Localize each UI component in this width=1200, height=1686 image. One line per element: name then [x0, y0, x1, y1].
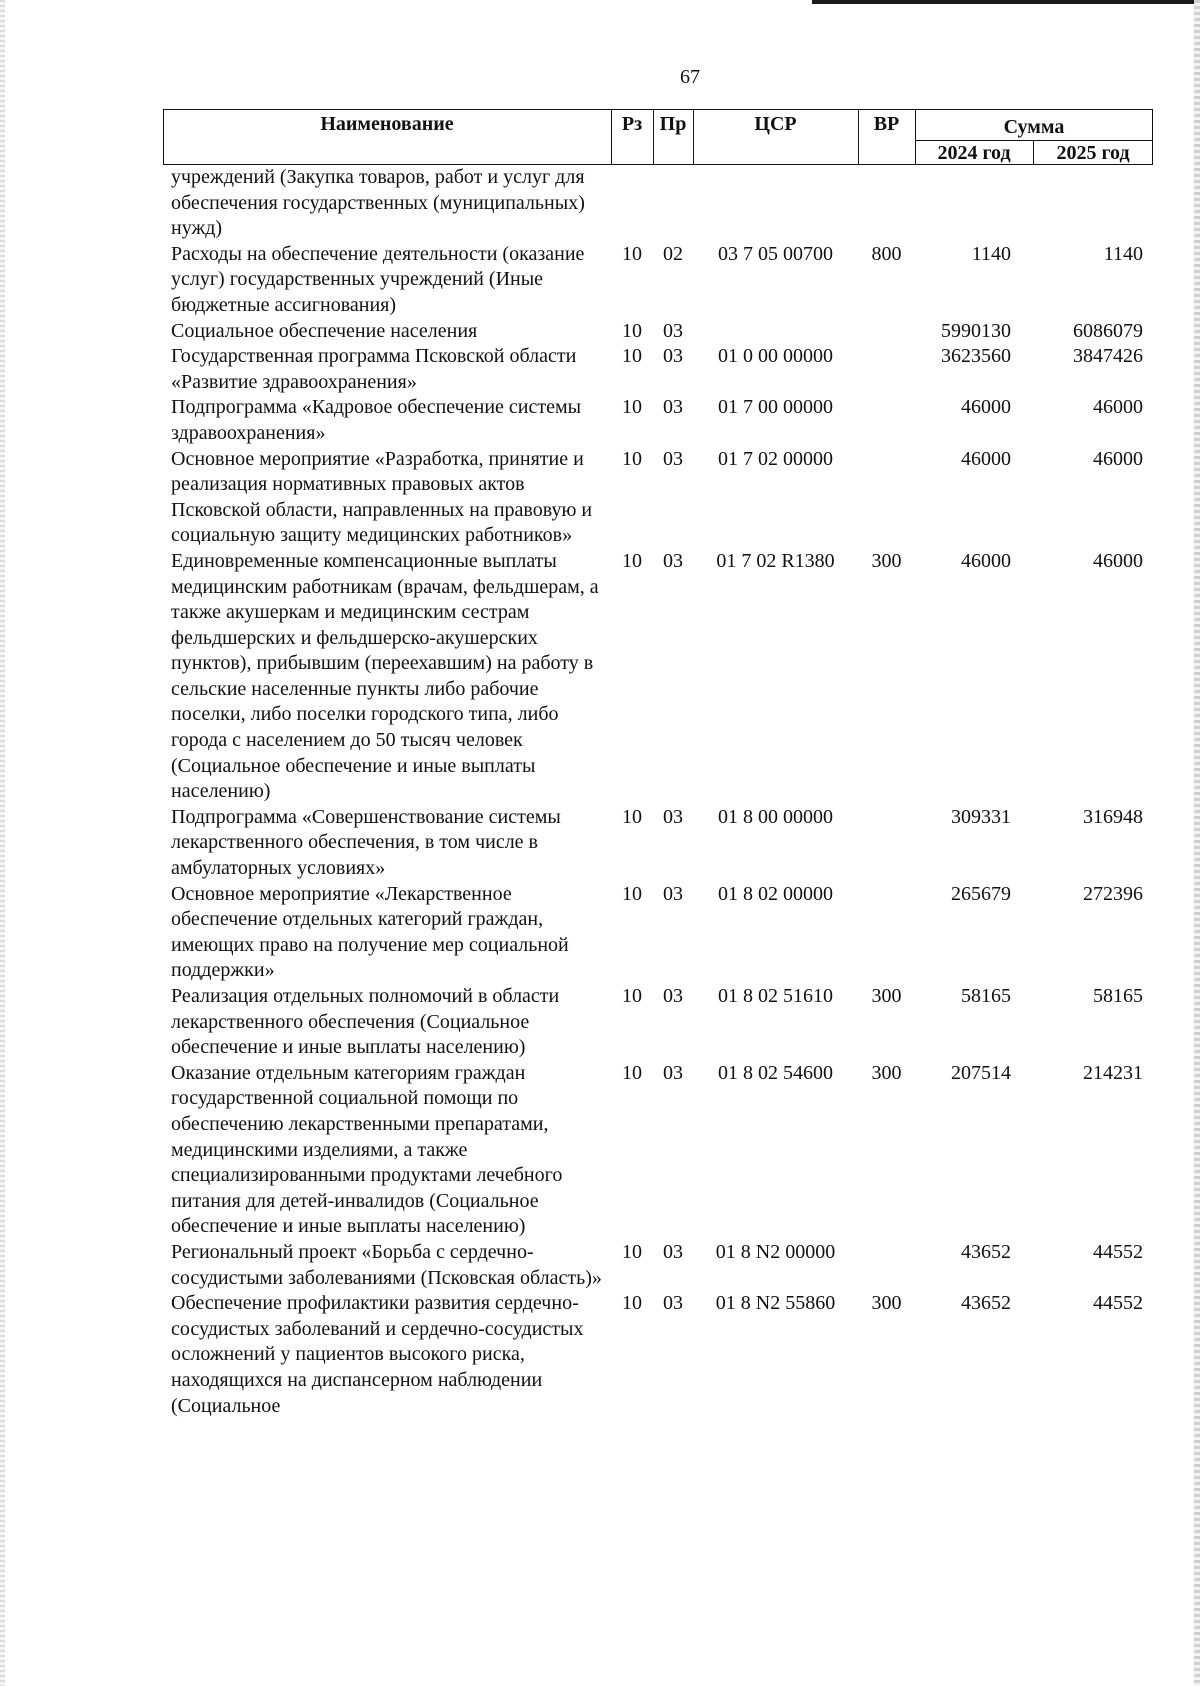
row-pr: 03 [663, 549, 683, 572]
row-sum-2024: 43652 [961, 1240, 1011, 1263]
row-name: Социальное обеспечение населения [171, 319, 478, 342]
row-sum-2024: 43652 [961, 1292, 1011, 1315]
row-csr: 01 8 02 00000 [718, 882, 833, 905]
row-rz: 10 [622, 1240, 642, 1263]
row-name: Региональный проект «Борьба с сердечно-сосудистыми заболеваниями (Псковская область)» [171, 1240, 602, 1289]
row-rz: 10 [622, 985, 642, 1007]
row-sum-2024: 5990130 [941, 319, 1011, 342]
row-sum-2025: 272396 [1083, 882, 1143, 905]
row-name: учреждений (Закупка товаров, работ и услуг для обеспечения государственных (муниципальных) нужд) [171, 166, 585, 240]
row-vr: 300 [871, 1061, 902, 1084]
row-name: Реализация отдельных полномочий в области лекарственного обеспечения (Социальное обеспечение и иные выплаты населению) [171, 985, 560, 1059]
row-sum-2024: 265679 [951, 882, 1011, 905]
header-sum: Сумма [1003, 116, 1065, 138]
row-sum-2024: 46000 [961, 549, 1011, 572]
row-pr: 03 [663, 882, 683, 905]
row-sum-2025: 44552 [1093, 1292, 1143, 1315]
row-vr: 300 [871, 1292, 902, 1315]
row-sum-2024: 309331 [951, 805, 1011, 828]
row-sum-2025: 46000 [1093, 396, 1143, 419]
table-row [163, 549, 1153, 805]
table-row [163, 1061, 1153, 1240]
row-name: Подпрограмма «Совершенствование системы лекарственного обеспечения, в том числе в амбулаторных условиях» [171, 805, 561, 880]
row-vr: 800 [871, 242, 902, 265]
row-rz: 10 [622, 319, 642, 342]
table-row [163, 319, 1153, 345]
scan-edge-left [0, 0, 5, 1686]
row-sum-2024: 1140 [971, 242, 1011, 265]
table-row [163, 344, 1153, 395]
row-name: Расходы на обеспечение деятельности (оказание услуг) государственных учреждений (Иные бюджетные ассигнования) [171, 242, 585, 316]
row-sum-2025: 3847426 [1073, 345, 1143, 368]
row-pr: 03 [663, 396, 683, 419]
row-pr: 03 [663, 319, 683, 342]
table-row [163, 805, 1153, 882]
row-name: Единовременные компенсационные выплаты медицинским работникам (врачам, фельдшерам, а также акушеркам и медицинским сестрам фельдшерских и фельдшерско-акушерских пунктов), прибывшим (переехавшим) на работу в сельские населенные пункты либо рабочие поселки, либо поселки городского типа, либо города с населением до 50 тысяч человек (Социальное обеспечение и иные выплаты населению) [171, 549, 599, 803]
row-pr: 03 [663, 447, 683, 470]
row-rz: 10 [622, 1061, 642, 1084]
page-number: 67 [680, 66, 700, 88]
table-row [163, 165, 1153, 242]
row-sum-2025: 6086079 [1073, 319, 1143, 342]
header-rz: Рз [621, 113, 643, 135]
row-sum-2024: 46000 [961, 396, 1011, 419]
row-csr: 01 0 00 00000 [718, 345, 833, 368]
row-name: Подпрограмма «Кадровое обеспечение системы здравоохранения» [171, 396, 582, 444]
row-sum-2025: 46000 [1093, 549, 1143, 572]
row-name: Основное мероприятие «Разработка, принятие и реализация нормативных правовых актов Псковской области, направленных на правовую и социальную защиту медицинских работников» [171, 447, 593, 547]
row-rz: 10 [622, 549, 642, 572]
row-name: Оказание отдельным категориям граждан государственной социальной помощи по обеспечению лекарственными препаратами, медицинскими изделиями, а также специализированными продуктами лечебного питания для детей-инвалидов (Социальное обеспечение и иные выплаты населению) [171, 1061, 563, 1238]
table-body [163, 165, 1153, 1419]
row-sum-2025: 1140 [1103, 242, 1143, 265]
row-name: Обеспечение профилактики развития сердечно-сосудистых заболеваний и сердечно-сосудистых осложнений у пациентов высокого риска, находящихся на диспансерном наблюдении (Социальное [171, 1292, 584, 1417]
row-csr: 01 7 02 R1380 [716, 549, 835, 572]
row-pr: 02 [663, 242, 683, 265]
header-year-2025: 2025 год [1056, 142, 1130, 164]
row-sum-2025: 44552 [1093, 1240, 1143, 1263]
row-sum-2024: 46000 [961, 447, 1011, 470]
row-csr: 03 7 05 00700 [718, 242, 833, 265]
row-vr: 300 [871, 985, 902, 1007]
row-name: Государственная программа Псковской области «Развитие здравоохранения» [171, 345, 577, 393]
row-csr: 01 8 N2 00000 [715, 1240, 836, 1263]
row-sum-2025: 46000 [1093, 447, 1143, 470]
row-pr: 03 [663, 1061, 683, 1084]
row-sum-2025: 58165 [1093, 985, 1143, 1007]
row-csr: 01 7 00 00000 [718, 396, 833, 419]
scan-edge-top [812, 0, 1200, 4]
row-rz: 10 [622, 345, 642, 368]
row-sum-2024: 3623560 [941, 345, 1011, 368]
header-name: Наименование [320, 113, 454, 135]
row-pr: 03 [663, 985, 683, 1007]
row-sum-2025: 316948 [1083, 805, 1143, 828]
row-csr: 01 8 02 54600 [718, 1061, 833, 1084]
row-pr: 03 [663, 1240, 683, 1263]
row-rz: 10 [622, 805, 642, 828]
row-sum-2024: 207514 [951, 1061, 1011, 1084]
row-rz: 10 [622, 447, 642, 470]
row-rz: 10 [622, 242, 642, 265]
row-pr: 03 [663, 805, 683, 828]
row-csr: 01 7 02 00000 [718, 447, 833, 470]
row-vr: 300 [871, 549, 902, 572]
row-rz: 10 [622, 882, 642, 905]
row-csr: 01 8 N2 55860 [715, 1292, 836, 1315]
table-row [163, 242, 1153, 319]
table-row [163, 882, 1153, 984]
row-sum-2024: 58165 [961, 985, 1011, 1007]
table-row [163, 984, 1153, 1061]
header-csr: ЦСР [754, 113, 797, 135]
table-row [163, 1291, 1153, 1419]
row-rz: 10 [622, 396, 642, 419]
table-row [163, 1240, 1153, 1291]
scan-edge-right [1194, 0, 1200, 1686]
header-vr: ВР [873, 113, 900, 135]
table-row [163, 447, 1153, 549]
header-pr: Пр [659, 113, 687, 135]
row-sum-2025: 214231 [1083, 1061, 1143, 1084]
table-header [163, 109, 1153, 165]
table-row [163, 395, 1153, 446]
row-pr: 03 [663, 1292, 683, 1315]
row-rz: 10 [622, 1292, 642, 1315]
header-year-2024: 2024 год [937, 142, 1011, 164]
row-csr: 01 8 02 51610 [718, 985, 833, 1007]
row-csr: 01 8 00 00000 [718, 805, 833, 828]
row-name: Основное мероприятие «Лекарственное обеспечение отдельных категорий граждан, имеющих право на получение мер социальной поддержки» [171, 882, 569, 982]
row-pr: 03 [663, 345, 683, 368]
